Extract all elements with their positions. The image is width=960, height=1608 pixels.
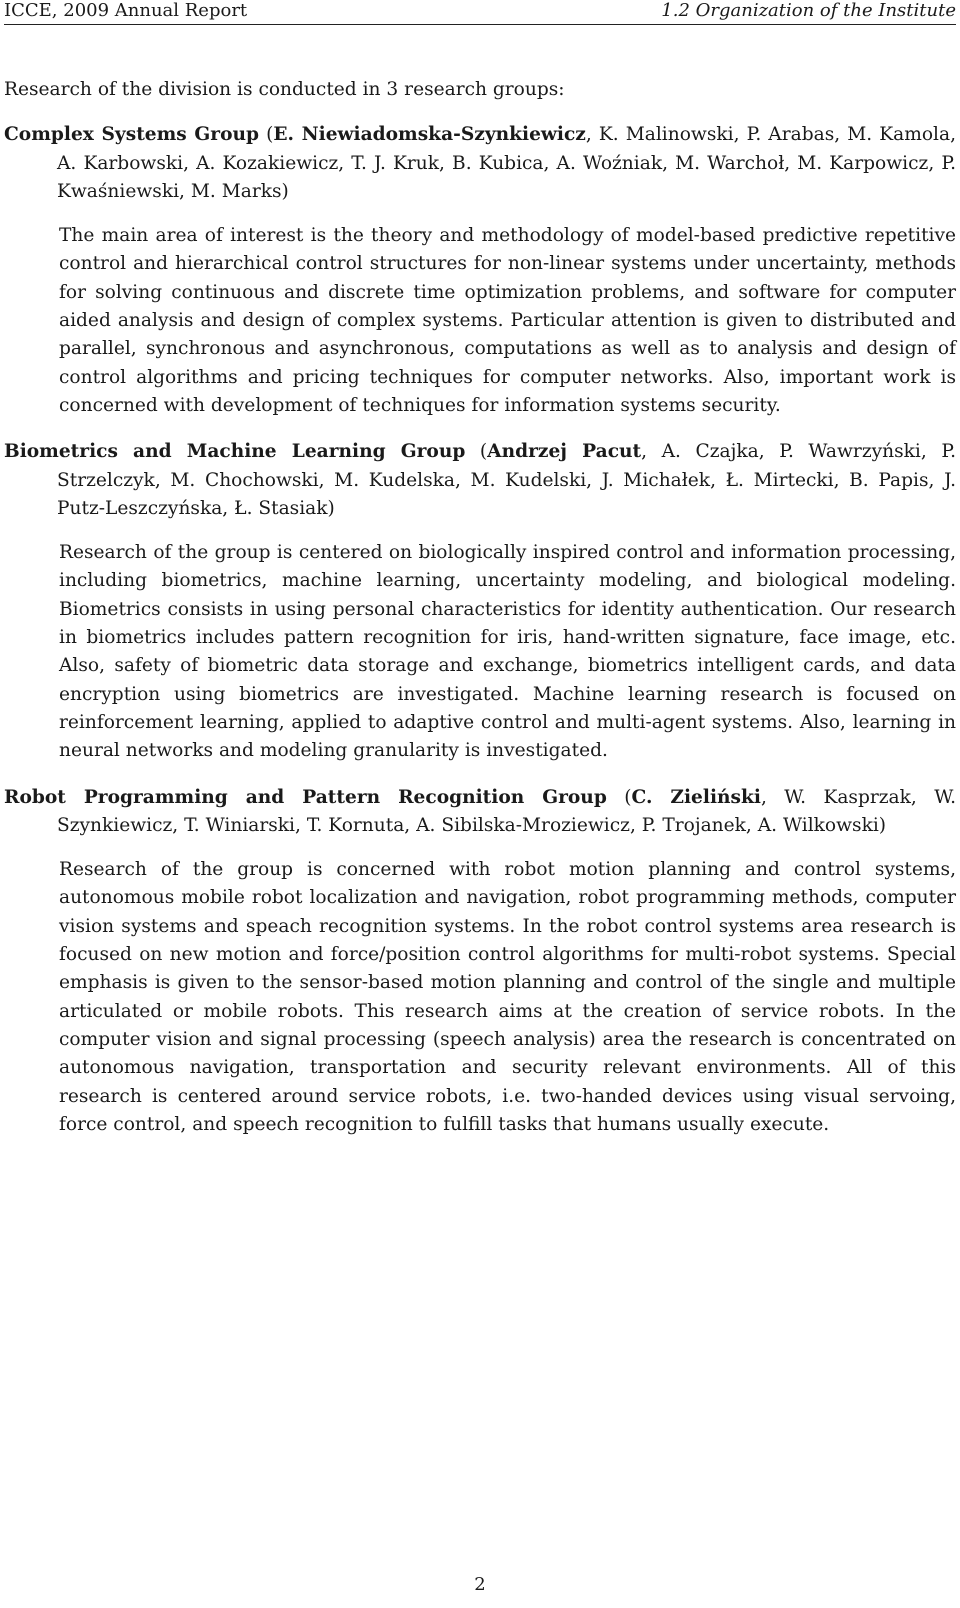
group-leader: Andrzej Pacut [487,441,642,463]
group-name: Complex Systems Group [4,124,259,146]
group-leader: C. Zieliński [631,786,761,808]
header-report-title: ICCE, 2009 Annual Report [4,0,248,21]
group-heading: Robot Programming and Pattern Recognition Group (C. Zieliński, W. Kasprzak, W. Szynkiewicz, T. Winiarski, T. Kornuta, A. Sibilska-Mroziewicz, P. Trojanek, A. Wilkowski) [4,786,956,836]
group-members: , K. Malinowski, P. Arabas, M. Kamola, A. Karbowski, A. Kozakiewicz, T. J. Kruk, B. Kubica, A. Woźniak, M. Warchoł, M. Karpowicz, P. Kwaśniewski, M. Marks) [57,124,956,202]
group-robot-programming [4,784,956,1140]
group-heading: Biometrics and Machine Learning Group (Andrzej Pacut, A. Czajka, P. Wawrzyński, P. Strzelczyk, M. Chochowski, M. Kudelska, M. Kudelski, J. Michałek, Ł. Mirtecki, B. Papis, J. Putz-Leszczyńska, Ł. Stasiak) [4,441,956,519]
group-description: The main area of interest is the theory and methodology of model-based predictive repetitive control and hierarchical control structures for non-linear systems under uncertainty, methods for solving continuous and discrete time optimization problems, and software for computer aided analysis and design of complex systems. Particular attention is given to distributed and parallel, synchronous and asynchronous, computations as well as to analysis and design of control algorithms and pricing techniques for computer networks. Also, important work is concerned with development of techniques for information systems security. [59,225,956,416]
group-members: , W. Kasprzak, W. Szynkiewicz, T. Winiarski, T. Kornuta, A. Sibilska-Mroziewicz, P. Trojanek, A. Wilkowski) [57,786,956,836]
group-members: , A. Czajka, P. Wawrzyński, P. Strzelczyk, M. Chochowski, M. Kudelska, M. Kudelski, J. Michałek, Ł. Mirtecki, B. Papis, J. Putz-Leszczyńska, Ł. Stasiak) [57,441,956,519]
group-description: Research of the group is centered on biologically inspired control and information processing, including biometrics, machine learning, uncertainty modeling, and biological modeling. Biometrics consists in using personal characteristics for identity authentication. Our research in biometrics includes pattern recognition for iris, hand-written signature, face image, etc. Also, safety of biometric data storage and exchange, biometrics intelligent cards, and data encryption using biometrics are investigated. Machine learning research is focused on reinforcement learning, applied to adaptive control and multi-agent systems. Also, learning in neural networks and modeling granularity is investigated. [59,542,956,762]
group-complex-systems [4,121,956,420]
intro-paragraph: Research of the division is conducted in 3 research groups: [4,79,565,100]
group-name: Biometrics and Machine Learning Group [4,441,466,463]
page-content [4,76,956,1157]
group-biometrics [4,438,956,765]
group-heading: Complex Systems Group (E. Niewiadomska-Szynkiewicz, K. Malinowski, P. Arabas, M. Kamola, A. Karbowski, A. Kozakiewicz, T. J. Kruk, B. Kubica, A. Woźniak, M. Warchoł, M. Karpowicz, P. Kwaśniewski, M. Marks) [4,124,956,202]
group-leader: E. Niewiadomska-Szynkiewicz [273,124,586,146]
group-description: Research of the group is concerned with robot motion planning and control systems, autonomous mobile robot localization and navigation, robot programming methods, computer vision systems and speach recognition systems. In the robot control systems area research is focused on new motion and force/position control algorithms for multi-robot systems. Special emphasis is given to the sensor-based motion planning and control of the single and multiple articulated or mobile robots. This research aims at the creation of service robots. In the computer vision and signal processing (speech analysis) area the research is concentrated on autonomous navigation, transportation and security relevant environments. All of this research is centered around service robots, i.e. two-handed devices using visual servoing, force control, and speech recognition to fulfill tasks that humans usually execute. [59,859,956,1135]
group-name: Robot Programming and Pattern Recognition Group [4,786,607,808]
page-number: 2 [474,1574,486,1595]
header-section-title: 1.2 Organization of the Institute [661,0,956,21]
running-header [4,0,956,25]
